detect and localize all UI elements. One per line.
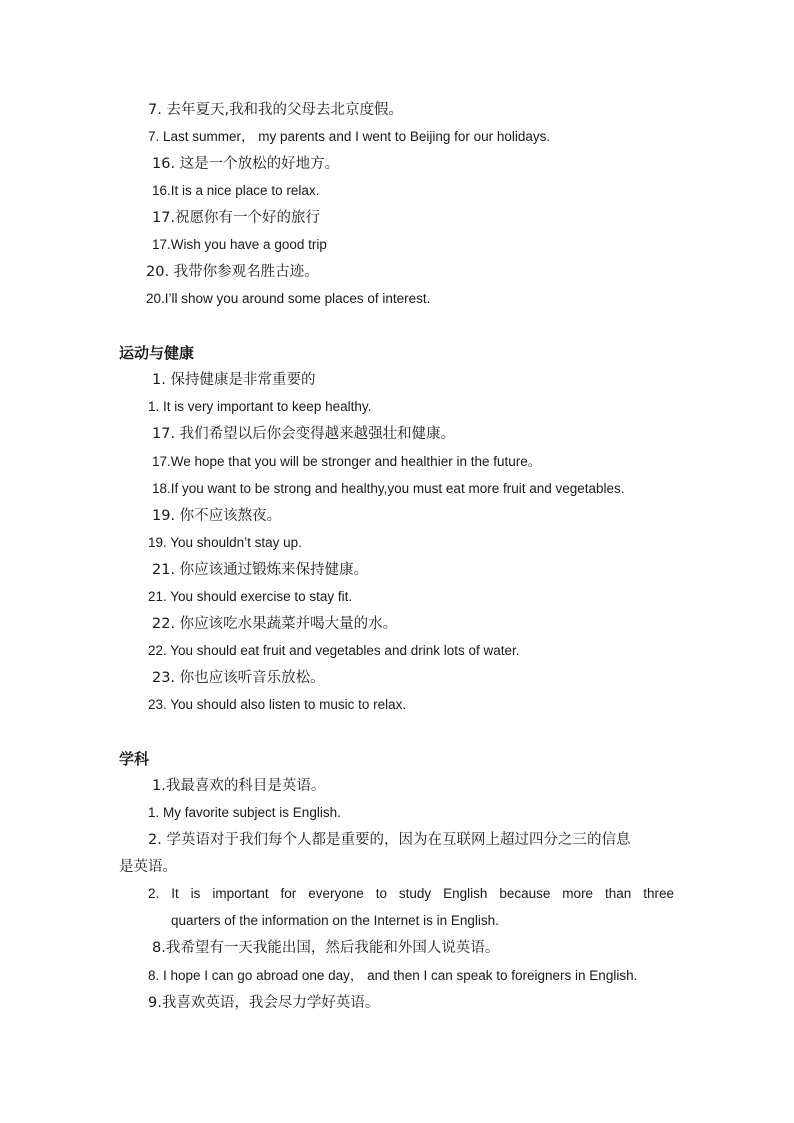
subjects-line-en-1: 1. My favorite subject is English. xyxy=(148,805,341,820)
subjects-line-zh-1: 1.我最喜欢的科目是英语。 xyxy=(152,778,326,794)
health-line-zh-23: 23. 你也应该听音乐放松。 xyxy=(152,670,325,686)
section-heading-subjects: 学科 xyxy=(119,750,150,768)
health-line-zh-17: 17. 我们希望以后你会变得越来越强壮和健康。 xyxy=(152,426,456,442)
travel-line-en-17: 17.Wish you have a good trip xyxy=(152,237,327,252)
section-heading-health: 运动与健康 xyxy=(119,344,195,362)
travel-line-zh-17: 17.祝愿你有一个好的旅行 xyxy=(152,210,321,226)
health-line-en-23: 23. You should also listen to music to relax. xyxy=(148,697,407,712)
health-line-en-19: 19. You shouldn’t stay up. xyxy=(148,535,302,550)
subjects-line-en-2: 2. It is important for everyone to study English because more than three xyxy=(148,886,674,901)
health-line-zh-1: 1. 保持健康是非常重要的 xyxy=(152,372,316,388)
health-line-en-21: 21. You should exercise to stay fit. xyxy=(148,589,353,604)
travel-line-zh-16: 16. 这是一个放松的好地方。 xyxy=(152,156,340,172)
health-line-zh-19: 19. 你不应该熬夜。 xyxy=(152,508,282,524)
health-line-en-1: 1. It is very important to keep healthy. xyxy=(148,399,372,414)
health-line-zh-22: 22. 你应该吃水果蔬菜并喝大量的水。 xyxy=(152,616,398,632)
subjects-line-zh-9: 9.我喜欢英语，我会尽力学好英语。 xyxy=(148,995,380,1011)
travel-line-zh-7: 7. 去年夏天,我和我的父母去北京度假。 xyxy=(148,102,404,118)
travel-line-en-7: 7. Last summer， my parents and I went to Beijing for our holidays. xyxy=(148,129,551,144)
travel-line-en-16: 16.It is a nice place to relax. xyxy=(152,183,320,198)
subjects-line-zh-8: 8.我希望有一天我能出国，然后我能和外国人说英语。 xyxy=(152,940,500,956)
subjects-line-en-2-cont: quarters of the information on the Internet is in English. xyxy=(171,913,499,928)
subjects-line-zh-2: 2. 学英语对于我们每个人都是重要的，因为在互联网上超过四分之三的信息 xyxy=(148,832,631,848)
health-line-en-22: 22. You should eat fruit and vegetables and drink lots of water. xyxy=(148,643,520,658)
subjects-line-en-8: 8. I hope I can go abroad one day， and then I can speak to foreigners in English. xyxy=(148,968,638,983)
health-line-en-18: 18.If you want to be strong and healthy,you must eat more fruit and vegetables. xyxy=(152,481,625,496)
subjects-line-zh-2-cont: 是英语。 xyxy=(119,859,177,875)
travel-line-en-20: 20.I’ll show you around some places of interest. xyxy=(146,291,431,306)
travel-line-zh-20: 20. 我带你参观名胜古迹。 xyxy=(146,264,319,280)
health-line-zh-21: 21. 你应该通过锻炼来保持健康。 xyxy=(152,562,369,578)
health-line-en-17: 17.We hope that you will be stronger and healthier in the future。 xyxy=(152,454,542,469)
